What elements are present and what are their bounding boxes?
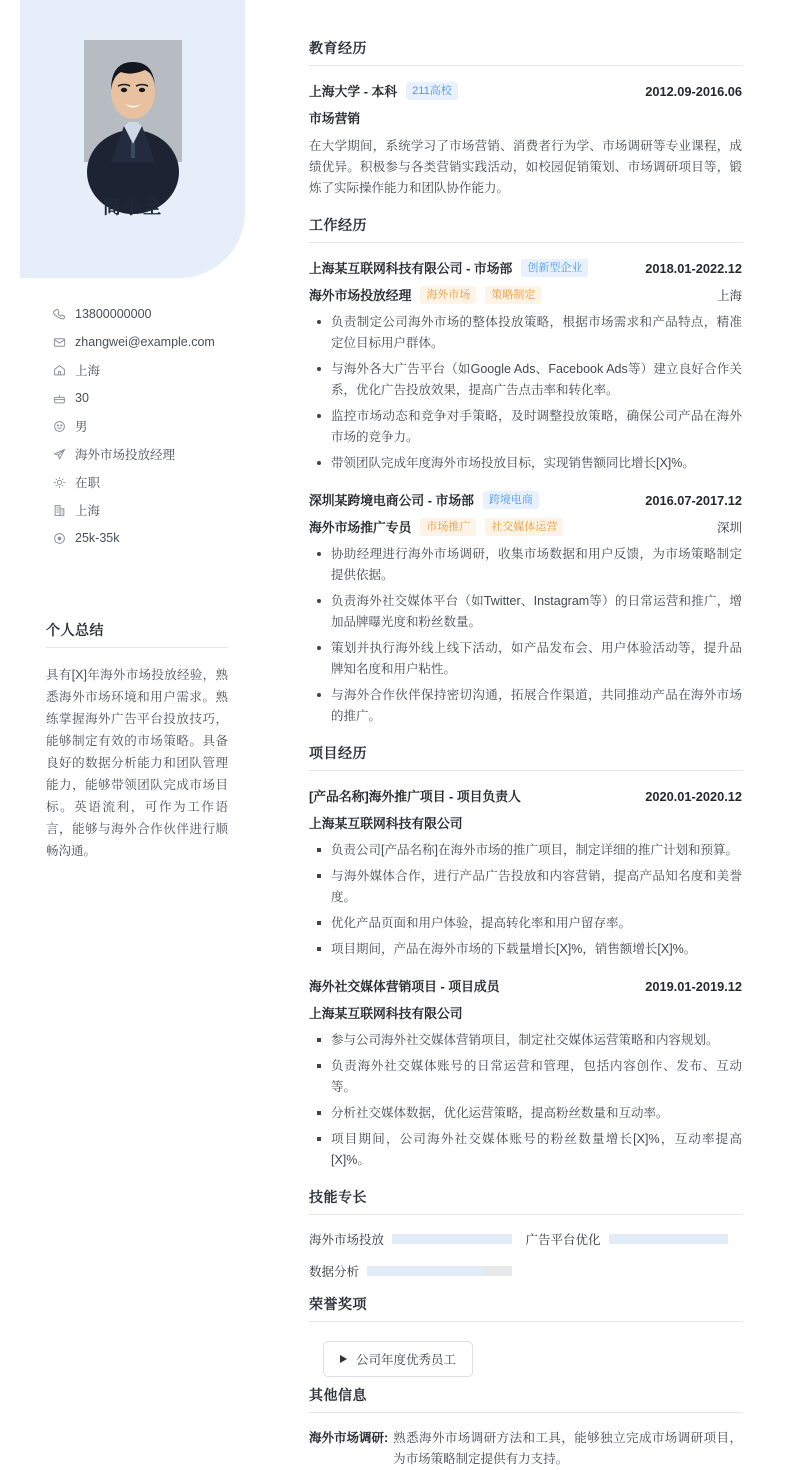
work-bullet: 监控市场动态和竞争对手策略，及时调整投放策略，确保公司产品在海外市场的竞争力。 xyxy=(309,406,742,448)
skill-progress-fill xyxy=(392,1234,511,1244)
work-role: 海外市场投放经理 xyxy=(309,288,412,303)
section-title-work: 工作经历 xyxy=(309,215,742,243)
other-info-text: 熟悉海外市场调研方法和工具，能够独立完成市场调研项目，为市场策略制定提供有力支持。 xyxy=(393,1431,742,1466)
work-role-tag: 社交媒体运营 xyxy=(485,518,563,536)
work-bullet: 与海外各大广告平台（如Google Ads、Facebook Ads等）建立良好合作关系，优化广告投放效果，提高广告点击率和转化率。 xyxy=(309,359,742,401)
work-location: 上海 xyxy=(716,289,742,303)
other-info-section xyxy=(309,1385,742,1470)
summary-title: 个人总结 xyxy=(46,620,228,648)
project-name: 海外社交媒体营销项目 - 项目成员 xyxy=(309,979,500,994)
skill-progress-bar xyxy=(392,1234,511,1244)
projects-section xyxy=(309,743,742,1171)
home-icon xyxy=(52,363,66,377)
section-title-other: 其他信息 xyxy=(309,1385,742,1413)
work-bullet: 负责制定公司海外市场的整体投放策略，根据市场需求和产品特点，精准定位目标用户群体。 xyxy=(309,312,742,354)
paper-plane-icon xyxy=(52,447,66,461)
education-school: 上海大学 - 本科 xyxy=(309,84,398,99)
section-title-education: 教育经历 xyxy=(309,38,742,66)
contact-value: 海外市场投放经理 xyxy=(75,448,176,462)
work-bullet: 与海外合作伙伴保持密切沟通，拓展合作渠道，共同推动产品在海外市场的推广。 xyxy=(309,685,742,727)
contact-item-salary xyxy=(52,524,262,552)
gender-icon xyxy=(52,419,66,433)
work-role-tag: 海外市场 xyxy=(420,286,476,304)
contact-item-position xyxy=(52,440,262,468)
skills-section xyxy=(309,1187,742,1280)
skill-progress-bar xyxy=(609,1234,728,1244)
contact-value: 13800000000 xyxy=(75,307,152,321)
contact-item-gender xyxy=(52,412,262,440)
target-icon xyxy=(52,531,66,545)
work-bullets xyxy=(309,544,742,727)
sidebar-header-panel xyxy=(20,0,245,278)
project-bullet: 与海外媒体合作，进行产品广告投放和内容营销，提高产品知名度和美誉度。 xyxy=(309,866,742,908)
contact-value: 30 xyxy=(75,391,89,405)
work-company-tag: 创新型企业 xyxy=(521,259,588,277)
other-info-item xyxy=(309,1428,742,1470)
summary-text: 具有[X]年海外市场投放经验，熟悉海外市场环境和用户需求。熟练掌握海外广告平台投放技巧，能够制定有效的市场策略。具备良好的数据分析能力和团队管理能力，能够带领团队完成市场目标。英语流利，可作为工作语言，能够与海外合作伙伴进行顺畅沟通。 xyxy=(46,668,228,858)
contact-value: 25k-35k xyxy=(75,531,120,545)
work-role: 海外市场推广专员 xyxy=(309,520,412,535)
skill-item xyxy=(526,1230,743,1248)
section-title-skills: 技能专长 xyxy=(309,1187,742,1215)
project-bullet: 分析社交媒体数据，优化运营策略，提高粉丝数量和互动率。 xyxy=(309,1103,742,1124)
work-bullet: 协助经理进行海外市场调研，收集市场数据和用户反馈，为市场策略制定提供依据。 xyxy=(309,544,742,586)
skill-item xyxy=(309,1230,526,1248)
other-info-label: 海外市场调研: xyxy=(309,1431,389,1445)
sidebar xyxy=(0,0,283,1370)
building-icon xyxy=(52,503,66,517)
section-title-projects: 项目经历 xyxy=(309,743,742,771)
education-description: 在大学期间，系统学习了市场营销、消费者行为学、市场调研等专业课程，成绩优异。积极参与各类营销实践活动，如校园促销策划、市场调研项目等，锻炼了实际操作能力和团队协作能力。 xyxy=(309,139,742,195)
project-bullet: 优化产品页面和用户体验，提高转化率和用户留存率。 xyxy=(309,913,742,934)
skill-name: 海外市场投放 xyxy=(309,1233,385,1247)
skill-progress-fill xyxy=(609,1234,728,1244)
honor-list xyxy=(309,1337,742,1379)
work-entry xyxy=(309,490,742,727)
project-company: 上海某互联网科技有限公司 xyxy=(309,1006,463,1021)
education-major: 市场营销 xyxy=(309,111,361,126)
work-bullet: 策划并执行海外线上线下活动，如产品发布会、用户体验活动等，提升品牌知名度和用户粘性。 xyxy=(309,638,742,680)
envelope-icon xyxy=(52,335,66,349)
skill-progress-bar xyxy=(367,1266,511,1276)
honors-section xyxy=(309,1294,742,1379)
contact-item-city xyxy=(52,356,262,384)
contact-item-status xyxy=(52,468,262,496)
contact-item-company-city xyxy=(52,496,262,524)
work-bullet: 带领团队完成年度海外市场投放目标，实现销售额同比增长[X]%。 xyxy=(309,453,742,474)
skill-name: 广告平台优化 xyxy=(525,1233,601,1247)
contact-value: 上海 xyxy=(75,504,101,518)
contact-item-phone xyxy=(52,300,262,328)
skill-item xyxy=(309,1262,526,1280)
play-triangle-icon xyxy=(340,1355,347,1363)
project-name: [产品名称]海外推广项目 - 项目负责人 xyxy=(309,789,521,804)
phone-icon xyxy=(52,307,66,321)
contact-value: 上海 xyxy=(75,364,101,378)
work-section xyxy=(309,215,742,727)
project-date: 2020.01-2020.12 xyxy=(645,789,742,804)
work-company-tag: 跨境电商 xyxy=(483,491,539,509)
section-title-honors: 荣誉奖项 xyxy=(309,1294,742,1322)
education-section xyxy=(309,38,742,199)
gear-icon xyxy=(52,475,66,489)
education-tag: 211高校 xyxy=(406,82,458,100)
portrait-photo-icon xyxy=(84,40,182,162)
work-date: 2018.01-2022.12 xyxy=(645,261,742,276)
project-bullets xyxy=(309,1030,742,1171)
project-bullets xyxy=(309,840,742,960)
project-entry xyxy=(309,786,742,960)
contact-item-email xyxy=(52,328,262,356)
work-company: 深圳某跨境电商公司 - 市场部 xyxy=(309,493,474,508)
contact-value: zhangwei@example.com xyxy=(75,335,215,349)
project-bullet: 负责公司[产品名称]在海外市场的推广项目，制定详细的推广计划和预算。 xyxy=(309,840,742,861)
work-entry xyxy=(309,258,742,474)
work-location: 深圳 xyxy=(716,521,742,535)
project-entry xyxy=(309,976,742,1171)
project-company: 上海某互联网科技有限公司 xyxy=(309,816,463,831)
person-name: 简小全 xyxy=(102,197,163,218)
honor-label: 公司年度优秀员工 xyxy=(356,1353,457,1367)
work-company: 上海某互联网科技有限公司 - 市场部 xyxy=(309,261,513,276)
work-role-tag: 策略制定 xyxy=(485,286,541,304)
contact-value: 男 xyxy=(75,420,88,434)
contact-value: 在职 xyxy=(75,476,101,490)
skills-grid xyxy=(309,1230,742,1280)
education-entry xyxy=(309,81,742,199)
work-role-tag: 市场推广 xyxy=(420,518,476,536)
education-date: 2012.09-2016.06 xyxy=(645,84,742,99)
contact-item-age xyxy=(52,384,262,412)
skill-progress-fill xyxy=(367,1266,483,1276)
project-bullet: 项目期间，产品在海外市场的下载量增长[X]%，销售额增长[X]%。 xyxy=(309,939,742,960)
contact-list xyxy=(52,300,262,552)
honor-item[interactable] xyxy=(323,1341,473,1377)
project-bullet: 参与公司海外社交媒体营销项目，制定社交媒体运营策略和内容规划。 xyxy=(309,1030,742,1051)
cake-icon xyxy=(52,391,66,405)
personal-summary-section xyxy=(46,620,228,862)
skill-name: 数据分析 xyxy=(309,1265,360,1279)
avatar xyxy=(84,40,182,162)
main-content xyxy=(283,0,794,1466)
project-date: 2019.01-2019.12 xyxy=(645,979,742,994)
project-bullet: 项目期间，公司海外社交媒体账号的粉丝数量增长[X]%，互动率提高[X]%。 xyxy=(309,1129,742,1171)
work-date: 2016.07-2017.12 xyxy=(645,493,742,508)
work-bullets xyxy=(309,312,742,474)
work-bullet: 负责海外社交媒体平台（如Twitter、Instagram等）的日常运营和推广，增加品牌曝光度和粉丝数量。 xyxy=(309,591,742,633)
project-bullet: 负责海外社交媒体账号的日常运营和管理，包括内容创作、发布、互动等。 xyxy=(309,1056,742,1098)
